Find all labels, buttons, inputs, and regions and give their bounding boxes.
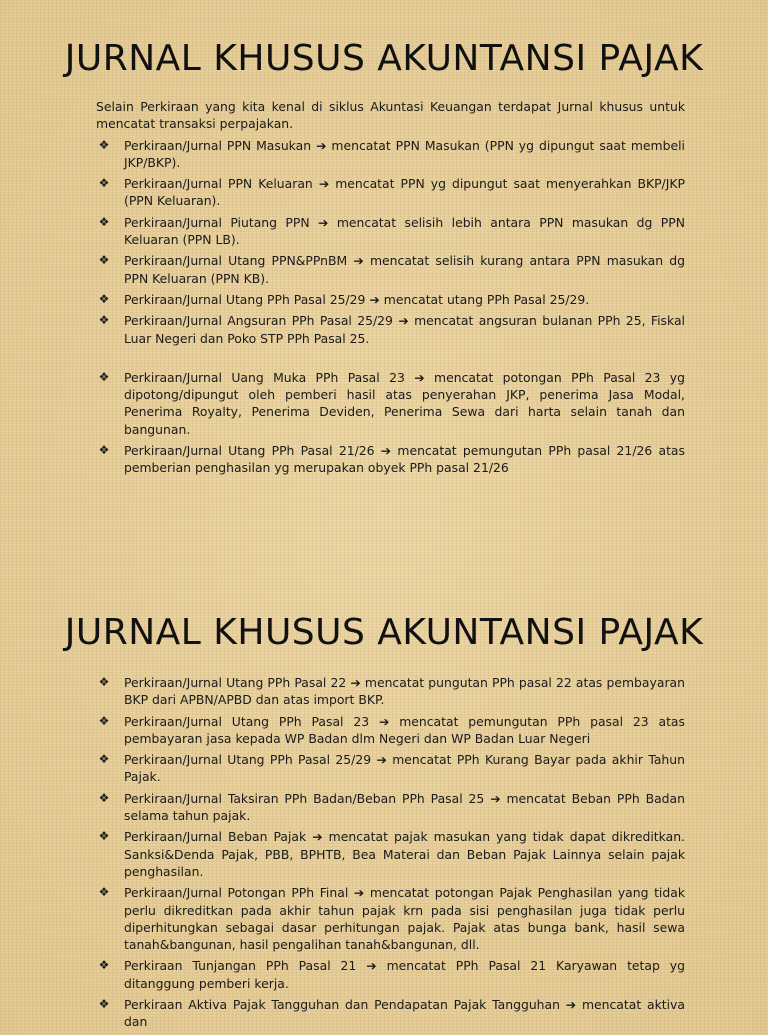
right-arrow-icon: ➔ bbox=[490, 790, 501, 806]
item-description: mencatat selisih lebih antara PPN masukan dg PPN Keluaran (PPN LB). bbox=[124, 214, 685, 248]
list-item bbox=[96, 996, 685, 1031]
list-item bbox=[96, 442, 685, 477]
item-description: mencatat pajak masukan yang tidak dapat dikreditkan. Sanksi&Denda Pajak, PBB, BPHTB, Bea Materai dan Beban Pajak Lainnya selain pajak penghasilan. bbox=[124, 829, 685, 879]
item-description: mencatat pungutan PPh pasal 22 atas pembayaran BKP dari APBN/APBD dan atas import BKP. bbox=[124, 675, 685, 708]
item-description: mencatat pemungutan PPh pasal 21/26 atas pemberian penghasilan yg merupakan obyek PPh pasal 21/26 bbox=[124, 443, 685, 476]
item-description: mencatat PPN yg dipungut saat menyerahkan BKP/JKP (PPN Keluaran). bbox=[124, 176, 685, 209]
slide-content bbox=[96, 98, 685, 481]
diamond-bullet-icon: ❖ bbox=[98, 958, 110, 973]
right-arrow-icon: ➔ bbox=[565, 997, 577, 1013]
right-arrow-icon: ➔ bbox=[376, 752, 387, 768]
item-term: Perkiraan/Jurnal Utang PPh Pasal 25/29 bbox=[124, 291, 366, 307]
item-description: mencatat potongan Pajak Penghasilan yang tidak perlu dikreditkan pada akhir tahun pajak krn pada sisi penghasilan juga tidak perlu diperhitungkan sebagai dasar perhitungan pajak. Pajak atas bunga bank, hasil sewa tanah&bangunan, hasil pengalihan tanah&bangunan, dll. bbox=[124, 885, 685, 953]
list-item bbox=[96, 312, 685, 347]
diamond-bullet-icon: ❖ bbox=[98, 790, 110, 805]
right-arrow-icon: ➔ bbox=[318, 214, 329, 230]
item-description: mencatat utang PPh Pasal 25/29. bbox=[383, 291, 590, 307]
list-item bbox=[96, 674, 685, 709]
slide-1 bbox=[0, 0, 768, 512]
right-arrow-icon: ➔ bbox=[353, 253, 364, 269]
diamond-bullet-icon: ❖ bbox=[98, 214, 110, 229]
list-item bbox=[96, 751, 685, 786]
diamond-bullet-icon: ❖ bbox=[98, 176, 110, 191]
item-description: mencatat pemungutan PPh pasal 23 atas pembayaran jasa kepada WP Badan dlm Negeri dan WP Badan Luar Negeri bbox=[124, 713, 685, 746]
diamond-bullet-icon: ❖ bbox=[98, 313, 110, 328]
list-item bbox=[96, 884, 685, 953]
slide-title: JURNAL KHUSUS AKUNTANSI PAJAK bbox=[64, 38, 704, 79]
right-arrow-icon: ➔ bbox=[312, 829, 323, 845]
right-arrow-icon: ➔ bbox=[353, 885, 365, 901]
diamond-bullet-icon: ❖ bbox=[98, 885, 110, 900]
right-arrow-icon: ➔ bbox=[398, 313, 409, 329]
item-description: mencatat aktiva dan bbox=[124, 997, 685, 1030]
item-term: Perkiraan/Jurnal Utang PPh Pasal 22 bbox=[124, 675, 347, 690]
right-arrow-icon: ➔ bbox=[380, 443, 392, 459]
diamond-bullet-icon: ❖ bbox=[98, 369, 110, 384]
item-term: Perkiraan/Jurnal PPN Keluaran bbox=[124, 176, 313, 192]
list-item bbox=[96, 790, 685, 825]
item-term: Perkiraan Tunjangan PPh Pasal 21 bbox=[124, 958, 357, 974]
right-arrow-icon: ➔ bbox=[316, 137, 327, 153]
right-arrow-icon: ➔ bbox=[414, 369, 425, 385]
item-description: mencatat angsuran bulanan PPh 25, Fiskal Luar Negeri dan Poko STP PPh Pasal 25. bbox=[124, 313, 685, 346]
list-item bbox=[96, 369, 685, 438]
intro-paragraph: Selain Perkiraan yang kita kenal di siklus Akuntasi Keuangan terdapat Jurnal khusus untuk mencatat transaksi perpajakan. bbox=[96, 99, 685, 132]
item-description: mencatat Beban PPh Badan selama tahun pajak. bbox=[124, 790, 685, 824]
list-item bbox=[96, 252, 685, 287]
item-description: mencatat PPh Kurang Bayar pada akhir Tahun Pajak. bbox=[124, 752, 685, 785]
diamond-bullet-icon: ❖ bbox=[98, 443, 110, 458]
item-description: mencatat selisih kurang antara PPN masukan dg PPN Keluaran (PPN KB). bbox=[124, 253, 685, 286]
diamond-bullet-icon: ❖ bbox=[98, 713, 110, 728]
list-item bbox=[96, 713, 685, 748]
item-term: Perkiraan/Jurnal Piutang PPN bbox=[124, 214, 310, 230]
item-term: Perkiraan/Jurnal Potongan PPh Final bbox=[124, 885, 349, 901]
item-term: Perkiraan/Jurnal Utang PPN&PPnBM bbox=[124, 253, 348, 269]
item-description: mencatat PPN Masukan (PPN yg dipungut saat membeli JKP/BKP). bbox=[124, 137, 685, 170]
item-term: Perkiraan/Jurnal Angsuran PPh Pasal 25/29 bbox=[124, 313, 393, 329]
item-term: Perkiraan/Jurnal Utang PPh Pasal 23 bbox=[124, 713, 370, 729]
item-term: Perkiraan/Jurnal Beban Pajak bbox=[124, 829, 307, 845]
item-term: Perkiraan/Jurnal Taksiran PPh Badan/Beban PPh Pasal 25 bbox=[124, 790, 485, 806]
slide-content bbox=[96, 674, 685, 1035]
bullet-list bbox=[96, 674, 685, 1031]
diamond-bullet-icon: ❖ bbox=[98, 137, 110, 152]
list-item bbox=[96, 291, 685, 308]
diamond-bullet-icon: ❖ bbox=[98, 675, 110, 689]
list-item bbox=[96, 828, 685, 880]
right-arrow-icon: ➔ bbox=[350, 675, 361, 690]
diamond-bullet-icon: ❖ bbox=[98, 291, 110, 306]
list-item bbox=[96, 214, 685, 249]
right-arrow-icon: ➔ bbox=[366, 958, 377, 974]
diamond-bullet-icon: ❖ bbox=[98, 752, 110, 767]
right-arrow-icon: ➔ bbox=[318, 176, 330, 192]
bullet-list bbox=[96, 137, 685, 477]
list-item bbox=[96, 175, 685, 210]
item-term: Perkiraan Aktiva Pajak Tangguhan dan Pendapatan Pajak Tangguhan bbox=[124, 997, 560, 1013]
item-description: mencatat potongan PPh Pasal 23 yg dipotong/dipungut oleh pemberi hasil atas penyerahan JKP, penerima Jasa Modal, Penerima Royalty, Penerima Deviden, Penerima Sewa dari harta selain tanah dan bangunan. bbox=[124, 369, 685, 437]
diamond-bullet-icon: ❖ bbox=[98, 997, 110, 1012]
diamond-bullet-icon: ❖ bbox=[98, 829, 110, 844]
slide-title: JURNAL KHUSUS AKUNTANSI PAJAK bbox=[64, 612, 704, 653]
list-item bbox=[96, 137, 685, 172]
item-term: Perkiraan/Jurnal Uang Muka PPh Pasal 23 bbox=[124, 369, 405, 385]
list-item bbox=[96, 957, 685, 992]
item-term: Perkiraan/Jurnal PPN Masukan bbox=[124, 137, 312, 153]
item-term: Perkiraan/Jurnal Utang PPh Pasal 21/26 bbox=[124, 443, 375, 459]
diamond-bullet-icon: ❖ bbox=[98, 253, 110, 268]
item-description: mencatat PPh Pasal 21 Karyawan tetap yg ditanggung pemberi kerja. bbox=[124, 958, 685, 991]
item-term: Perkiraan/Jurnal Utang PPh Pasal 25/29 bbox=[124, 752, 372, 768]
right-arrow-icon: ➔ bbox=[378, 713, 390, 729]
right-arrow-icon: ➔ bbox=[369, 291, 380, 307]
slide-2 bbox=[0, 512, 768, 1030]
